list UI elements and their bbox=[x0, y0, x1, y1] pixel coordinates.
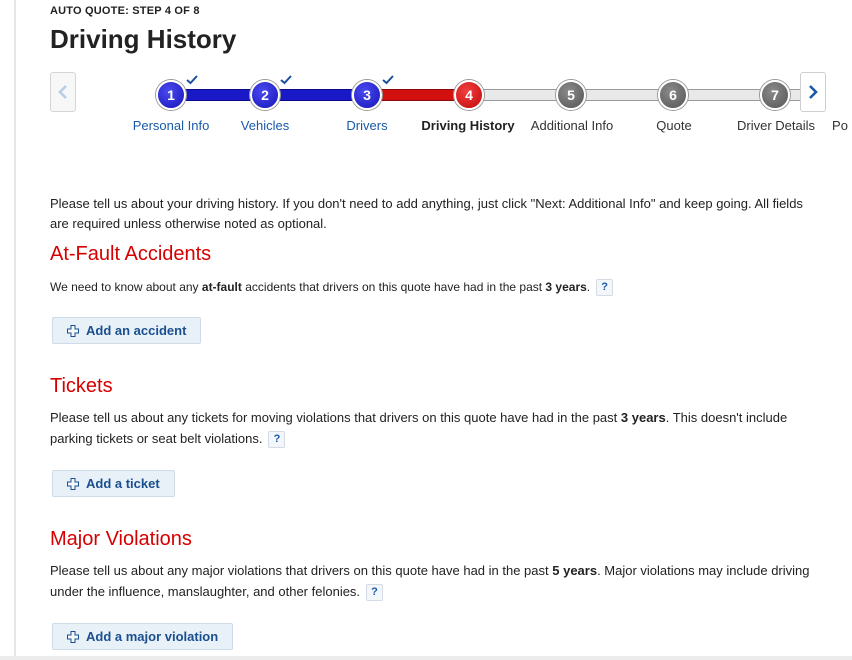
plus-icon bbox=[67, 325, 79, 337]
add-accident-button[interactable] bbox=[52, 317, 201, 344]
add-accident-label: Add an accident bbox=[86, 323, 187, 338]
step-4-circle: 4 bbox=[454, 80, 484, 110]
step-5-circle: 5 bbox=[556, 80, 586, 110]
chevron-left-icon bbox=[58, 85, 68, 99]
progress-prev-button[interactable] bbox=[50, 72, 76, 112]
step-4-label: Driving History bbox=[421, 118, 515, 133]
progress-segment bbox=[375, 89, 457, 101]
add-major-violation-label: Add a major violation bbox=[86, 629, 219, 644]
step-8-label: Po bbox=[832, 118, 848, 133]
plus-icon bbox=[67, 631, 79, 643]
step-6-label: Quote bbox=[656, 118, 692, 133]
add-ticket-button[interactable] bbox=[52, 470, 175, 497]
step-2-circle[interactable]: 2 bbox=[250, 80, 280, 110]
left-border bbox=[14, 0, 16, 660]
step-7-label: Driver Details bbox=[736, 118, 816, 133]
step-3-circle[interactable]: 3 bbox=[352, 80, 382, 110]
help-icon[interactable]: ? bbox=[366, 584, 383, 601]
step-label: AUTO QUOTE: STEP 4 OF 8 bbox=[50, 5, 200, 17]
violations-title: Major Violations bbox=[50, 528, 192, 550]
step-6-circle: 6 bbox=[658, 80, 688, 110]
tickets-text: Please tell us about any tickets for moving violations that drivers on this quote have had in the past 3 years. This doesn't include parking tickets or seat belt violations. ? bbox=[50, 410, 788, 446]
checkmark-icon bbox=[382, 75, 394, 85]
step-7-circle: 7 bbox=[760, 80, 790, 110]
plus-icon bbox=[67, 478, 79, 490]
progress-segment bbox=[684, 89, 766, 101]
step-5-label: Additional Info bbox=[530, 118, 614, 133]
bottom-edge bbox=[0, 656, 852, 660]
step-1-label[interactable]: Personal Info bbox=[132, 118, 210, 133]
step-3-label[interactable]: Drivers bbox=[346, 118, 388, 133]
tickets-title: Tickets bbox=[50, 375, 113, 397]
progress-segment bbox=[272, 89, 352, 101]
help-icon[interactable]: ? bbox=[268, 431, 285, 448]
progress-segment bbox=[582, 89, 664, 101]
progress-track bbox=[82, 72, 848, 138]
accidents-title: At-Fault Accidents bbox=[50, 243, 212, 265]
progress-segment bbox=[480, 89, 562, 101]
page-title: Driving History bbox=[50, 24, 237, 54]
step-2-label[interactable]: Vehicles bbox=[240, 118, 290, 133]
intro-text: Please tell us about your driving history. If you don't need to add anything, just click "Next: Additional Info" and keep going. All fields are required unless otherwise noted as optional. bbox=[50, 196, 803, 231]
accidents-text: We need to know about any at-fault accidents that drivers on this quote have had in the past 3 years. ? bbox=[50, 277, 820, 298]
progress-tracker bbox=[50, 72, 848, 138]
help-icon[interactable]: ? bbox=[596, 279, 613, 296]
violations-text: Please tell us about any major violations that drivers on this quote have had in the past 5 years. Major violations may include driving under the influence, manslaughter, and other felonies. ? bbox=[50, 563, 810, 599]
add-ticket-label: Add a ticket bbox=[86, 476, 160, 491]
chevron-right-icon bbox=[808, 85, 818, 99]
add-major-violation-button[interactable] bbox=[52, 623, 233, 650]
checkmark-icon bbox=[280, 75, 292, 85]
progress-next-button[interactable] bbox=[800, 72, 826, 112]
step-1-circle[interactable]: 1 bbox=[156, 80, 186, 110]
checkmark-icon bbox=[186, 75, 198, 85]
